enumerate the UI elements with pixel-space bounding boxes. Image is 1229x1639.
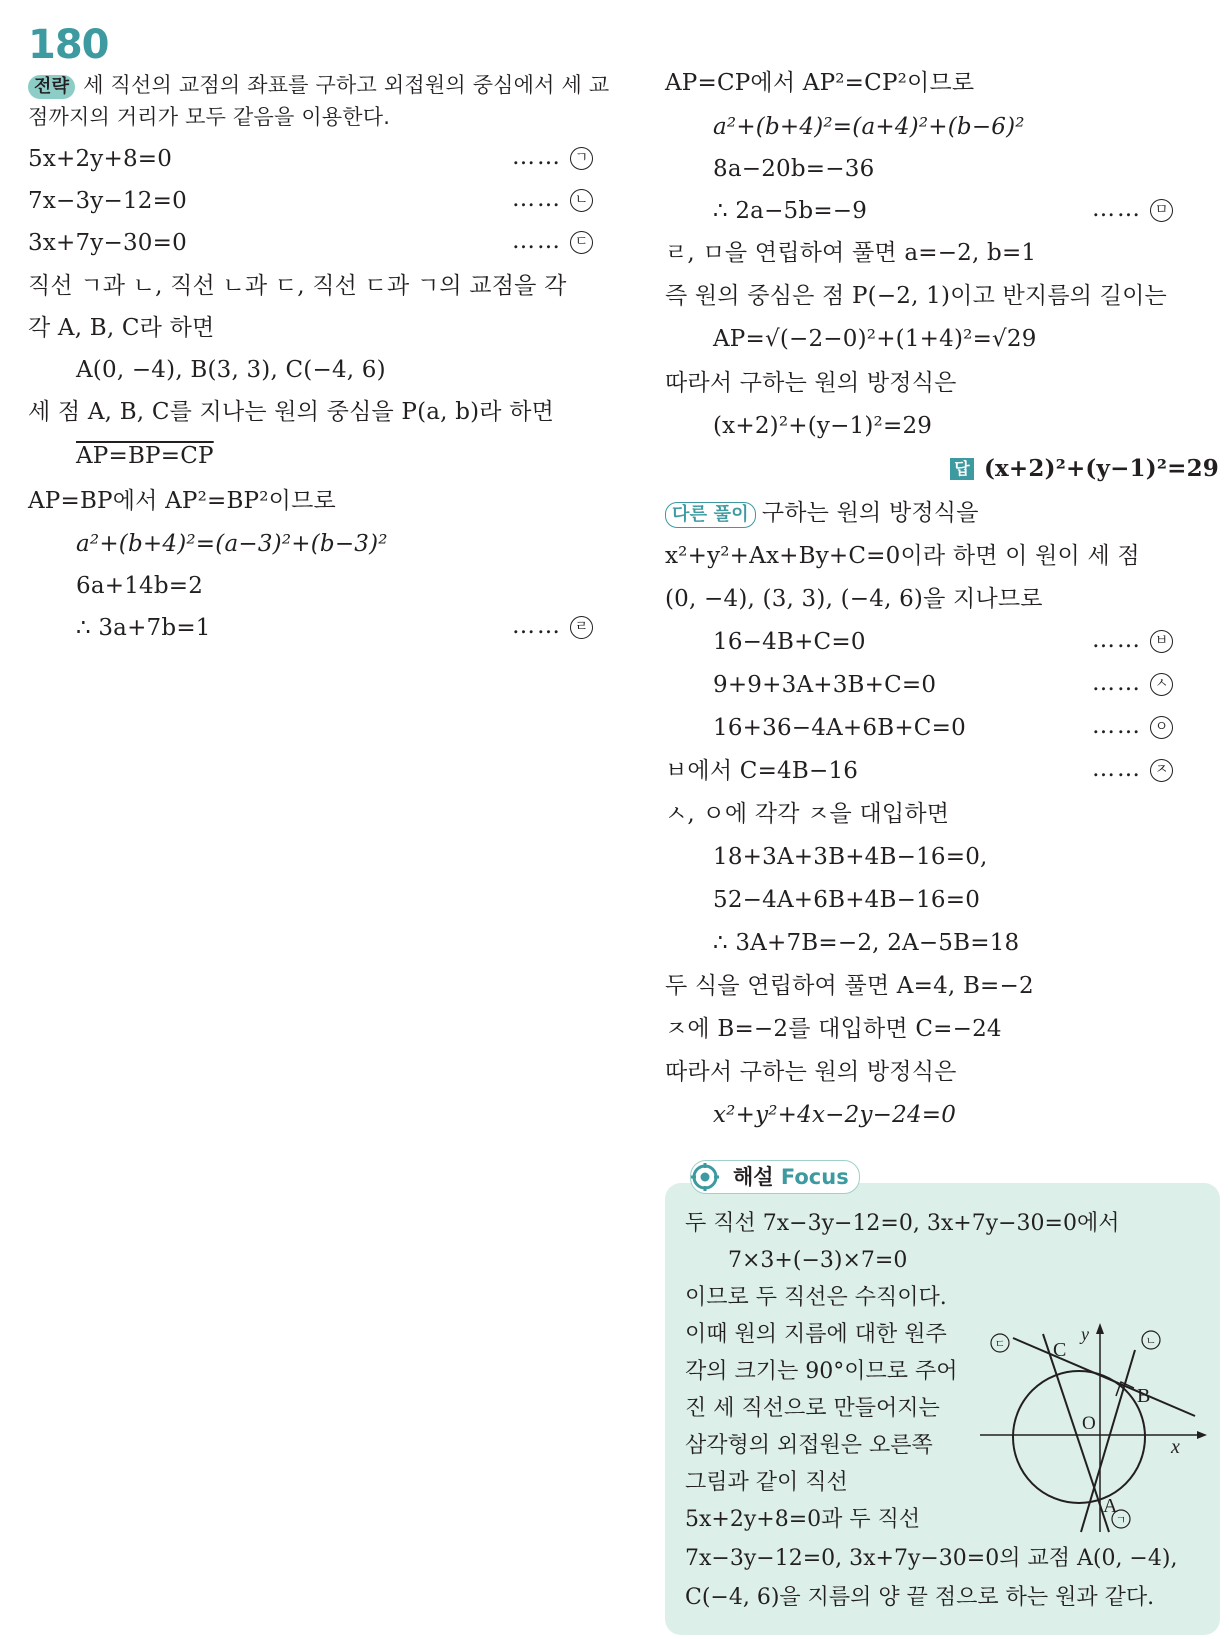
- equation-intro: 따라서 구하는 원의 방정식은: [665, 370, 957, 396]
- substitute-text: ㅅ, ㅇ에 각각 ㅈ을 대입하면: [665, 801, 950, 827]
- solve-text: ㄹ, ㅁ을 연립하여 풀면 a=−2, b=1: [665, 240, 1037, 266]
- sub-result: ∴ 3A+7B=−2, 2A−5B=18: [713, 930, 1020, 956]
- equation-row-3: [28, 228, 593, 258]
- alt-eq-3: 16+36−4A+6B+C=0: [713, 715, 966, 741]
- intersection-text-1: 직선 ㄱ과 ㄴ, 직선 ㄴ과 ㄷ, 직선 ㄷ과 ㄱ의 교점을 각: [28, 273, 567, 299]
- result-2-marker: …… ㅁ: [1092, 196, 1173, 222]
- alt-equation-intro: 따라서 구하는 원의 방정식은: [665, 1059, 957, 1085]
- focus-line-2: 7×3+(−3)×7=0: [728, 1248, 908, 1273]
- ap-cp-text: AP=CP에서 AP²=CP²이므로: [665, 70, 975, 96]
- answer-tag: 답: [950, 458, 974, 480]
- alt-eq-4-marker: …… ㅈ: [1092, 756, 1173, 782]
- answer: (x+2)²+(y−1)²=29: [983, 455, 1219, 482]
- focus-line-9: 5x+2y+8=0과 두 직선: [685, 1507, 921, 1532]
- circle-diagram: [975, 1320, 1220, 1540]
- circle-equation: (x+2)²+(y−1)²=29: [713, 413, 933, 439]
- focus-line-5: 각의 크기는 90°이므로 주어: [685, 1359, 958, 1384]
- focus-line-6: 진 세 직선으로 만들어지는: [685, 1396, 940, 1421]
- label-x: x: [1171, 1436, 1180, 1458]
- solve-c-text: ㅈ에 B=−2를 대입하면 C=−24: [665, 1016, 1002, 1042]
- alt-eq-2-marker: …… ㅅ: [1092, 670, 1173, 696]
- focus-line-7: 삼각형의 외접원은 오른쪽: [685, 1433, 933, 1458]
- equation-2: 7x−3y−12=0: [28, 188, 187, 214]
- result-1: ∴ 3a+7b=1: [76, 615, 211, 641]
- linear-eq-2: 8a−20b=−36: [713, 156, 875, 182]
- alt-eq-3-marker: …… ㅇ: [1092, 713, 1173, 739]
- equation-1-marker: …… ㄱ: [512, 144, 593, 170]
- marker-top-right: ㄴ: [1145, 1334, 1157, 1348]
- problem-number: 180: [28, 22, 109, 68]
- result-2: ∴ 2a−5b=−9: [713, 198, 868, 224]
- label-b: B: [1137, 1385, 1151, 1407]
- equation-row-1: [28, 144, 593, 174]
- center-radius-text: 즉 원의 중심은 점 P(−2, 1)이고 반지름의 길이는: [665, 283, 1167, 309]
- alt-final-equation: x²+y²+4x−2y−24=0: [713, 1102, 957, 1128]
- strategy-line-1: 전략 세 직선의 교점의 좌표를 구하고 외접원의 중심에서 세 교: [28, 70, 609, 100]
- alt-general-form: x²+y²+Ax+By+C=0이라 하면 이 원이 세 점: [665, 543, 1140, 569]
- marker-top-left: ㄷ: [994, 1337, 1006, 1351]
- alt-eq-4: ㅂ에서 C=4B−16: [665, 758, 859, 784]
- equation-1: 5x+2y+8=0: [28, 146, 173, 172]
- focus-line-4: 이때 원의 지름에 대한 원주: [685, 1322, 947, 1347]
- equation-3-marker: …… ㄷ: [512, 228, 593, 254]
- center-text: 세 점 A, B, C를 지나는 원의 중심을 P(a, b)라 하면: [28, 399, 555, 425]
- target-icon: [690, 1162, 720, 1192]
- alt-points: (0, −4), (3, 3), (−4, 6)을 지나므로: [665, 586, 1043, 612]
- answer-line: [950, 454, 1219, 484]
- alt-row-3: [713, 713, 1173, 743]
- points-list: A(0, −4), B(3, 3), C(−4, 6): [76, 357, 386, 383]
- linear-eq-1: 6a+14b=2: [76, 573, 204, 599]
- x-axis-arrow: [1197, 1431, 1207, 1439]
- focus-title: 해설 Focus: [690, 1160, 860, 1194]
- alt-solution-tag: 다른 풀이: [665, 502, 756, 528]
- alt-eq-2: 9+9+3A+3B+C=0: [713, 672, 937, 698]
- ap-bp-equation: a²+(b+4)²=(a−3)²+(b−3)²: [76, 531, 388, 557]
- equation-2-marker: …… ㄴ: [512, 186, 593, 212]
- equation-3: 3x+7y−30=0: [28, 230, 187, 256]
- label-o: O: [1082, 1413, 1096, 1434]
- focus-line-10: 7x−3y−12=0, 3x+7y−30=0의 교점 A(0, −4),: [685, 1546, 1178, 1571]
- line-3: [1013, 1338, 1195, 1416]
- alt-eq-1-marker: …… ㅂ: [1092, 627, 1173, 653]
- circumcircle: [1013, 1371, 1145, 1503]
- result-1-marker: …… ㄹ: [512, 613, 593, 639]
- intersection-text-2: 각 A, B, C라 하면: [28, 315, 215, 341]
- focus-line-1: 두 직선 7x−3y−12=0, 3x+7y−30=0에서: [685, 1211, 1120, 1236]
- alt-eq-1: 16−4B+C=0: [713, 629, 866, 655]
- alt-row-2: [713, 670, 1173, 700]
- marker-bottom: ㄱ: [1115, 1513, 1127, 1527]
- sub-eq-2: 52−4A+6B+4B−16=0: [713, 887, 981, 913]
- radius-equation: AP=√(−2−0)²+(1+4)²=√29: [713, 326, 1037, 352]
- result-row-1: [76, 613, 593, 643]
- y-axis-arrow: [1096, 1323, 1104, 1334]
- strategy-line-2: 점까지의 거리가 모두 같음을 이용한다.: [28, 105, 391, 129]
- alt-intro: 다른 풀이 구하는 원의 방정식을: [665, 498, 979, 528]
- result-row-2: [713, 196, 1173, 226]
- label-a: A: [1103, 1495, 1118, 1517]
- label-y: y: [1081, 1324, 1089, 1344]
- distance-equality: AP=BP=CP: [76, 443, 214, 469]
- solve-ab-text: 두 식을 연립하여 풀면 A=4, B=−2: [665, 973, 1034, 999]
- sub-eq-1: 18+3A+3B+4B−16=0,: [713, 844, 988, 870]
- label-c: C: [1053, 1339, 1067, 1361]
- strategy-tag: 전략: [28, 75, 75, 99]
- equation-row-2: [28, 186, 593, 216]
- alt-row-1: [713, 627, 1173, 657]
- focus-line-11: C(−4, 6)을 지름의 양 끝 점으로 하는 원과 같다.: [685, 1585, 1155, 1610]
- ap-bp-text: AP=BP에서 AP²=BP²이므로: [28, 488, 336, 514]
- focus-line-3: 이므로 두 직선은 수직이다.: [685, 1285, 947, 1310]
- ap-cp-equation: a²+(b+4)²=(a+4)²+(b−6)²: [713, 114, 1025, 140]
- alt-row-4: [665, 756, 1173, 786]
- focus-line-8: 그림과 같이 직선: [685, 1470, 848, 1495]
